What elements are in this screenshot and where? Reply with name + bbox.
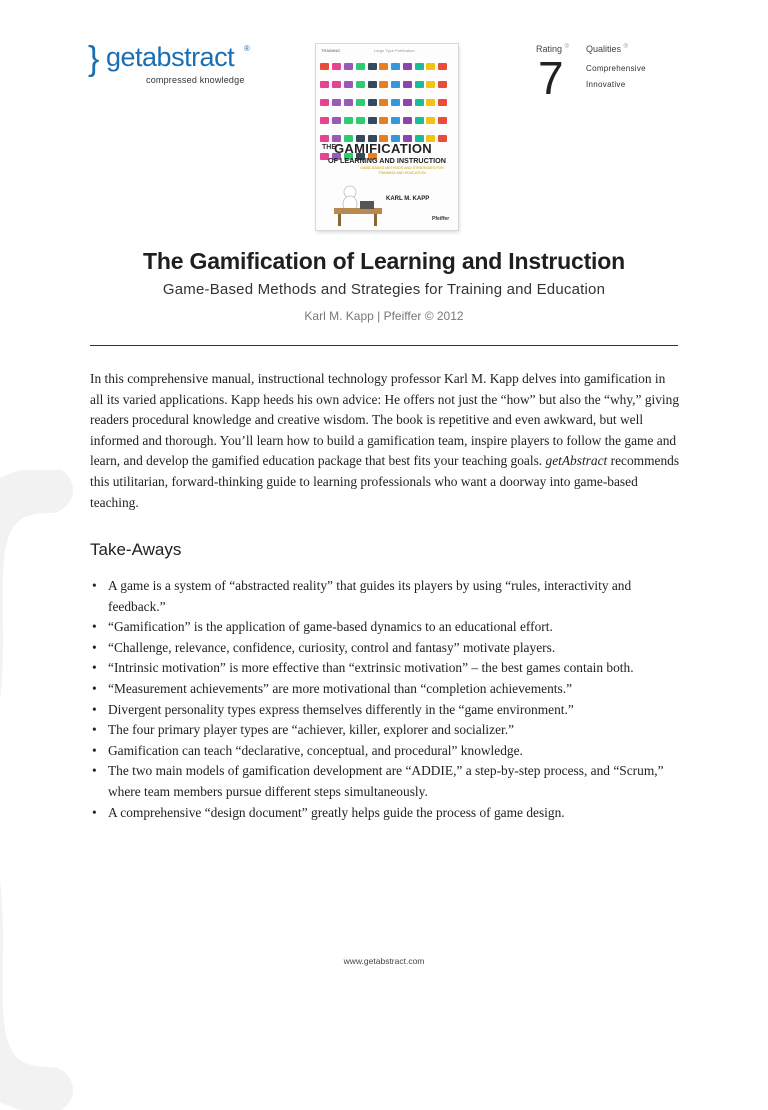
cover-publisher: Pfeiffer — [432, 216, 450, 222]
quality-item: Innovative — [586, 80, 626, 89]
book-title: The Gamification of Learning and Instruction — [143, 248, 625, 274]
cover-sprite — [332, 99, 341, 106]
cover-sprite — [391, 63, 400, 70]
cover-sprite — [344, 81, 353, 88]
cover-sprite — [344, 99, 353, 106]
cover-sprite — [320, 63, 329, 70]
rating-label: Rating ® — [536, 44, 569, 54]
getabstract-brand-mention: getAbstract — [545, 453, 608, 469]
cover-sprite — [344, 117, 353, 124]
cover-sprite — [403, 99, 412, 106]
cover-sprite — [368, 99, 377, 106]
cover-format-label: Large Type Publication — [374, 48, 415, 53]
takeaway-item: • A comprehensive “design document” greatly helps guide the process of game design. — [90, 803, 680, 824]
getabstract-logo[interactable] — [88, 40, 258, 94]
takeaways-list — [90, 576, 680, 823]
takeaway-item: • Divergent personality types express themselves differently in the “game environment.” — [90, 700, 680, 721]
cover-sprite — [391, 99, 400, 106]
cover-figure-at-desk-illustration — [330, 184, 386, 228]
cover-sprite — [391, 81, 400, 88]
book-subtitle: Game-Based Methods and Strategies for Training and Education — [162, 281, 606, 298]
cover-sprite — [332, 117, 341, 124]
logo-brace: } — [88, 40, 100, 78]
cover-subtitle: OF LEARNING AND INSTRUCTION — [328, 156, 446, 165]
takeaway-item: • “Intrinsic motivation” is more effective than “extrinsic motivation” – the best games contain both. — [90, 658, 680, 679]
cover-sprite — [332, 81, 341, 88]
cover-sprite — [356, 99, 365, 106]
cover-sprite — [438, 81, 447, 88]
background-brace-watermark — [0, 470, 100, 1110]
footer-website-link[interactable]: www.getabstract.com — [343, 956, 425, 966]
cover-sprite — [403, 63, 412, 70]
cover-the: THE — [322, 144, 336, 151]
cover-sprite — [403, 81, 412, 88]
logo-tagline: compressed knowledge — [146, 75, 245, 85]
cover-series-label: TRAINING — [321, 48, 341, 53]
logo-wordmark: getabstract — [106, 42, 235, 72]
cover-sprite — [320, 81, 329, 88]
cover-sprite — [426, 99, 435, 106]
cover-sprite — [379, 81, 388, 88]
qualities-label: Qualities ® — [586, 44, 628, 54]
takeaway-item: • Gamification can teach “declarative, conceptual, and procedural” knowledge. — [90, 741, 680, 762]
takeaway-item: • The two main models of gamification development are “ADDIE,” a step-by-step process, and “Scrum,” where team members pursue different steps simultaneously. — [90, 761, 680, 802]
cover-sprite — [379, 63, 388, 70]
cover-sprite — [356, 117, 365, 124]
cover-author: KARL M. KAPP — [386, 196, 430, 202]
cover-sprite — [320, 135, 329, 142]
logo-trademark: ® — [244, 44, 250, 53]
book-byline: Karl M. Kapp | Pfeiffer © 2012 — [304, 309, 464, 323]
cover-sprite — [356, 81, 365, 88]
takeaway-item: • “Gamification” is the application of game-based dynamics to an educational effort. — [90, 617, 680, 638]
cover-title: GAMIFICATION — [334, 141, 432, 156]
rating-value: 7 — [538, 52, 564, 104]
cover-sprite — [415, 81, 424, 88]
header-divider — [90, 345, 678, 346]
cover-sprite — [320, 117, 329, 124]
cover-sprite — [438, 63, 447, 70]
cover-sprite — [415, 63, 424, 70]
book-cover-image — [316, 44, 458, 230]
cover-sprite — [426, 63, 435, 70]
cover-tagline: GAME-BASED METHODS AND STRATEGIES FOR TRAINING AND EDUCATION — [360, 166, 444, 175]
cover-sprite — [368, 63, 377, 70]
cover-sprite — [356, 63, 365, 70]
cover-sprite — [368, 117, 377, 124]
cover-sprite — [438, 117, 447, 124]
takeaway-item: • The four primary player types are “achiever, killer, explorer and socializer.” — [90, 720, 680, 741]
cover-sprite — [438, 99, 447, 106]
summary-paragraph: In this comprehensive manual, instructional technology professor Karl M. Kapp delves into gamification in all its varied applications. Kapp heeds his own advice: He offers not just the “how” but also the “why,” giving readers procedural knowledge and creative wisdom. The book is repetitive and even awkward, but well informed and thorough. You’ll learn how to build a gamification team, inspire players to follow the game and learn, and develop the gamified education package that best fits your teaching goals. getAbstract recommends this utilitarian, forward-thinking guide to learning professionals who want a doorway into game-based teaching. — [90, 371, 680, 510]
takeaway-item: • A game is a system of “abstracted reality” that guides its players by using “rules, interactivity and feedback.” — [90, 576, 680, 617]
cover-sprite — [426, 81, 435, 88]
cover-sprite — [391, 117, 400, 124]
takeaway-item: • “Measurement achievements” are more motivational than “completion achievements.” — [90, 679, 680, 700]
cover-sprite — [403, 117, 412, 124]
takeaway-item: • “Challenge, relevance, confidence, curiosity, control and fantasy” motivate players. — [90, 638, 680, 659]
cover-sprite — [379, 117, 388, 124]
cover-sprite — [426, 117, 435, 124]
quality-item: Comprehensive — [586, 64, 646, 73]
takeaways-heading: Take-Aways — [90, 540, 182, 559]
cover-sprite — [344, 63, 353, 70]
cover-sprite — [320, 99, 329, 106]
cover-sprite — [379, 99, 388, 106]
cover-sprite — [368, 81, 377, 88]
cover-sprite — [415, 117, 424, 124]
cover-sprite — [438, 135, 447, 142]
rating-registered-mark: ® — [564, 44, 569, 50]
cover-sprite — [415, 99, 424, 106]
qualities-registered-mark: ® — [623, 44, 628, 50]
cover-sprite — [332, 63, 341, 70]
